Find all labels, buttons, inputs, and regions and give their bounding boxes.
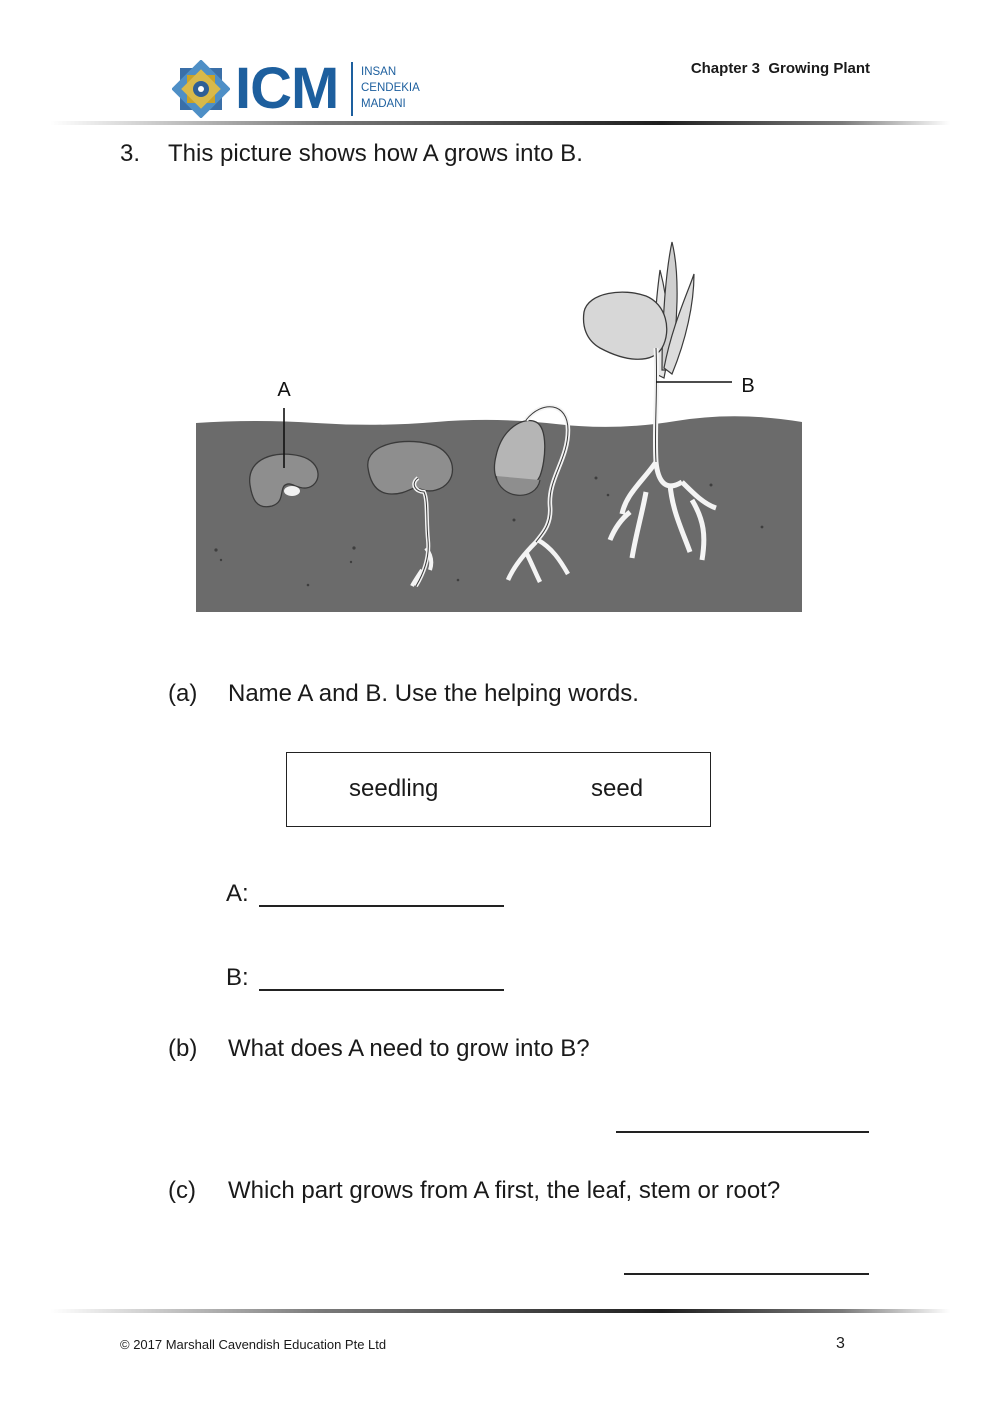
label-a: A — [277, 379, 291, 401]
answer-b-input[interactable] — [259, 989, 504, 991]
logo-subtitle-line: INSAN — [361, 66, 397, 78]
answer-a-input[interactable] — [259, 905, 504, 907]
part-c-letter: (c) — [168, 1177, 196, 1204]
answer-part-c-input[interactable] — [624, 1273, 869, 1275]
part-a-letter: (a) — [168, 680, 198, 707]
answer-part-b-input[interactable] — [616, 1131, 869, 1133]
question-number: 3. — [120, 140, 141, 167]
helping-word[interactable]: seed — [591, 775, 644, 802]
plant-growth-figure — [196, 230, 802, 615]
page-number: 3 — [836, 1335, 845, 1352]
header-divider — [50, 121, 950, 125]
logo-subtitle-line: MADANI — [361, 98, 406, 110]
helping-words-box — [286, 752, 711, 827]
answer-b-label: B: — [226, 964, 249, 991]
part-a-text: Name A and B. Use the helping words. — [228, 680, 639, 707]
chapter-title: Chapter 3 Growing Plant — [690, 60, 870, 77]
part-c-text: Which part grows from A first, the leaf, stem or root? — [228, 1177, 781, 1204]
logo-subtitle — [361, 64, 420, 112]
growth-stages-illustration — [196, 230, 802, 615]
logo-subtitle-line: CENDEKIA — [361, 82, 420, 94]
question-text: This picture shows how A grows into B. — [168, 140, 583, 167]
logo-text: ICM — [235, 56, 339, 121]
logo-divider — [351, 62, 353, 116]
star-emblem-icon — [172, 60, 230, 118]
part-b-letter: (b) — [168, 1035, 198, 1062]
copyright-text: © 2017 Marshall Cavendish Education Pte Ltd — [120, 1337, 387, 1352]
part-b-text: What does A need to grow into B? — [228, 1035, 590, 1062]
icm-logo — [172, 56, 432, 122]
answer-a-label: A: — [226, 880, 249, 907]
footer-divider — [50, 1309, 950, 1313]
helping-word[interactable]: seedling — [349, 775, 439, 802]
label-b: B — [741, 375, 755, 397]
